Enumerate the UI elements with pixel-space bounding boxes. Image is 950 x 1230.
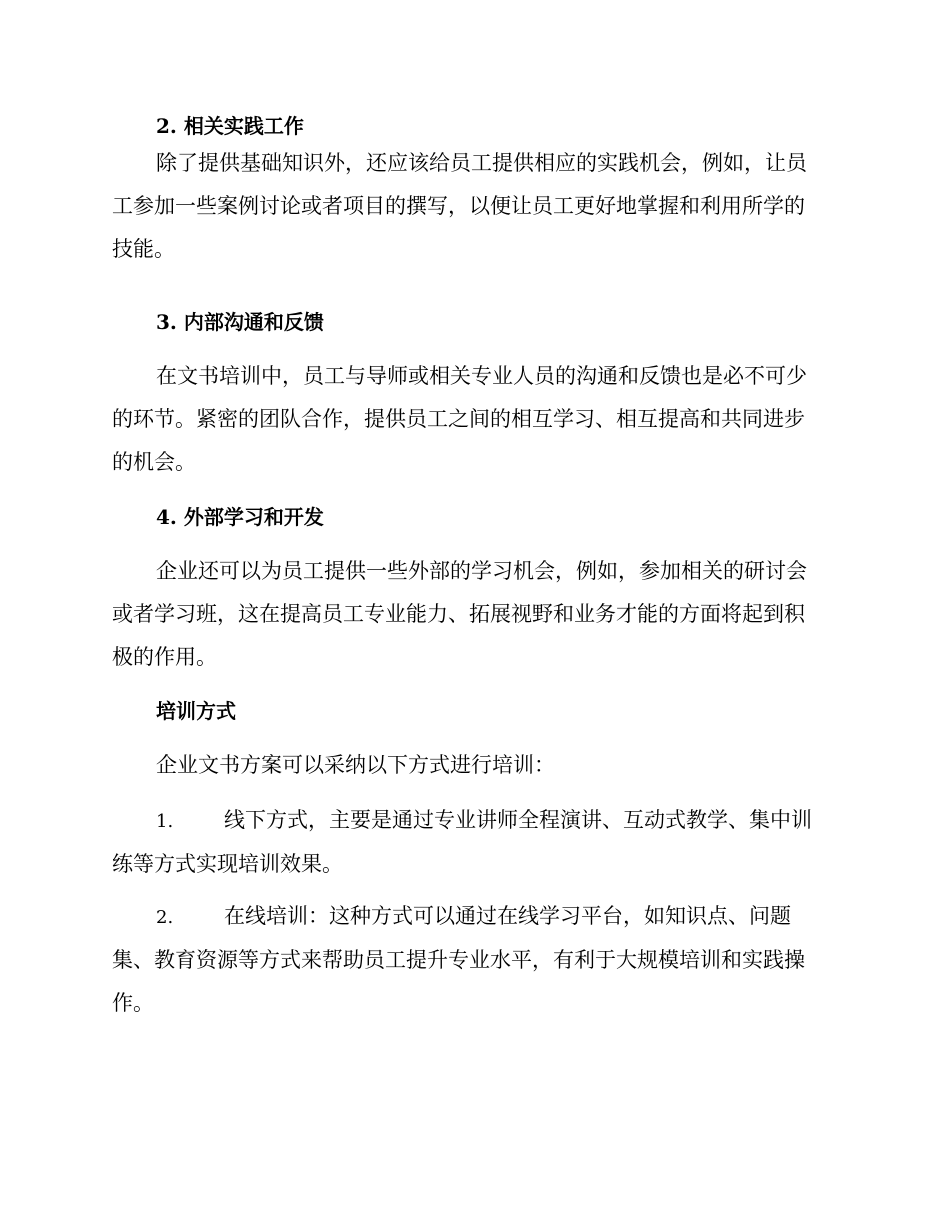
section-heading: 3. 内部沟通和反馈 bbox=[156, 310, 324, 334]
paragraph-line: 除了提供基础知识外，还应该给员工提供相应的实践机会，例如，让员 bbox=[156, 151, 807, 175]
paragraph-line: 极的作用。 bbox=[112, 645, 217, 669]
paragraph-line: 企业文书方案可以采纳以下方式进行培训： bbox=[156, 753, 555, 777]
list-item-line: 线下方式，主要是通过专业讲师全程演讲、互动式教学、集中训 bbox=[224, 808, 812, 832]
section-practice-body bbox=[112, 142, 834, 271]
list-item-line: 练等方式实现培训效果。 bbox=[112, 852, 343, 876]
paragraph-line: 工参加一些案例讨论或者项目的撰写，以便让员工更好地掌握和利用所学的 bbox=[112, 194, 805, 218]
list-number: 2. bbox=[156, 907, 174, 928]
paragraph-line: 技能。 bbox=[112, 237, 175, 261]
list-item bbox=[112, 799, 834, 886]
list-item-line: 作。 bbox=[112, 991, 154, 1015]
section-practice bbox=[112, 111, 834, 141]
list-item bbox=[112, 895, 834, 1025]
list-number: 1. bbox=[156, 811, 174, 832]
list-item-online bbox=[112, 895, 834, 1025]
paragraph-line: 企业还可以为员工提供一些外部的学习机会，例如，参加相关的研讨会 bbox=[156, 559, 807, 583]
section-training-methods-body bbox=[112, 744, 834, 787]
section-external-body bbox=[112, 550, 834, 679]
paragraph bbox=[112, 142, 834, 271]
paragraph bbox=[112, 744, 834, 787]
paragraph bbox=[112, 550, 834, 679]
section-heading: 培训方式 bbox=[156, 699, 236, 723]
paragraph bbox=[112, 355, 834, 484]
list-item-first-line bbox=[112, 799, 834, 843]
section-communication bbox=[112, 307, 834, 337]
section-external bbox=[112, 502, 834, 532]
list-item-line: 集、教育资源等方式来帮助员工提升专业水平，有利于大规模培训和实践操 bbox=[112, 948, 805, 972]
paragraph-line: 或者学习班，这在提高员工专业能力、拓展视野和业务才能的方面将起到积 bbox=[112, 602, 805, 626]
section-heading: 2. 相关实践工作 bbox=[156, 114, 304, 138]
section-heading: 4. 外部学习和开发 bbox=[156, 505, 324, 529]
list-item-line: 在线培训：这种方式可以通过在线学习平台，如知识点、问题 bbox=[224, 904, 791, 928]
list-item-first-line bbox=[112, 895, 834, 939]
paragraph-line: 的环节。紧密的团队合作，提供员工之间的相互学习、相互提高和共同进步 bbox=[112, 407, 805, 431]
section-training-methods bbox=[112, 696, 834, 726]
paragraph-line: 在文书培训中，员工与导师或相关专业人员的沟通和反馈也是必不可少 bbox=[156, 364, 807, 388]
section-communication-body bbox=[112, 355, 834, 484]
list-item-offline bbox=[112, 799, 834, 886]
paragraph-line: 的机会。 bbox=[112, 450, 196, 474]
